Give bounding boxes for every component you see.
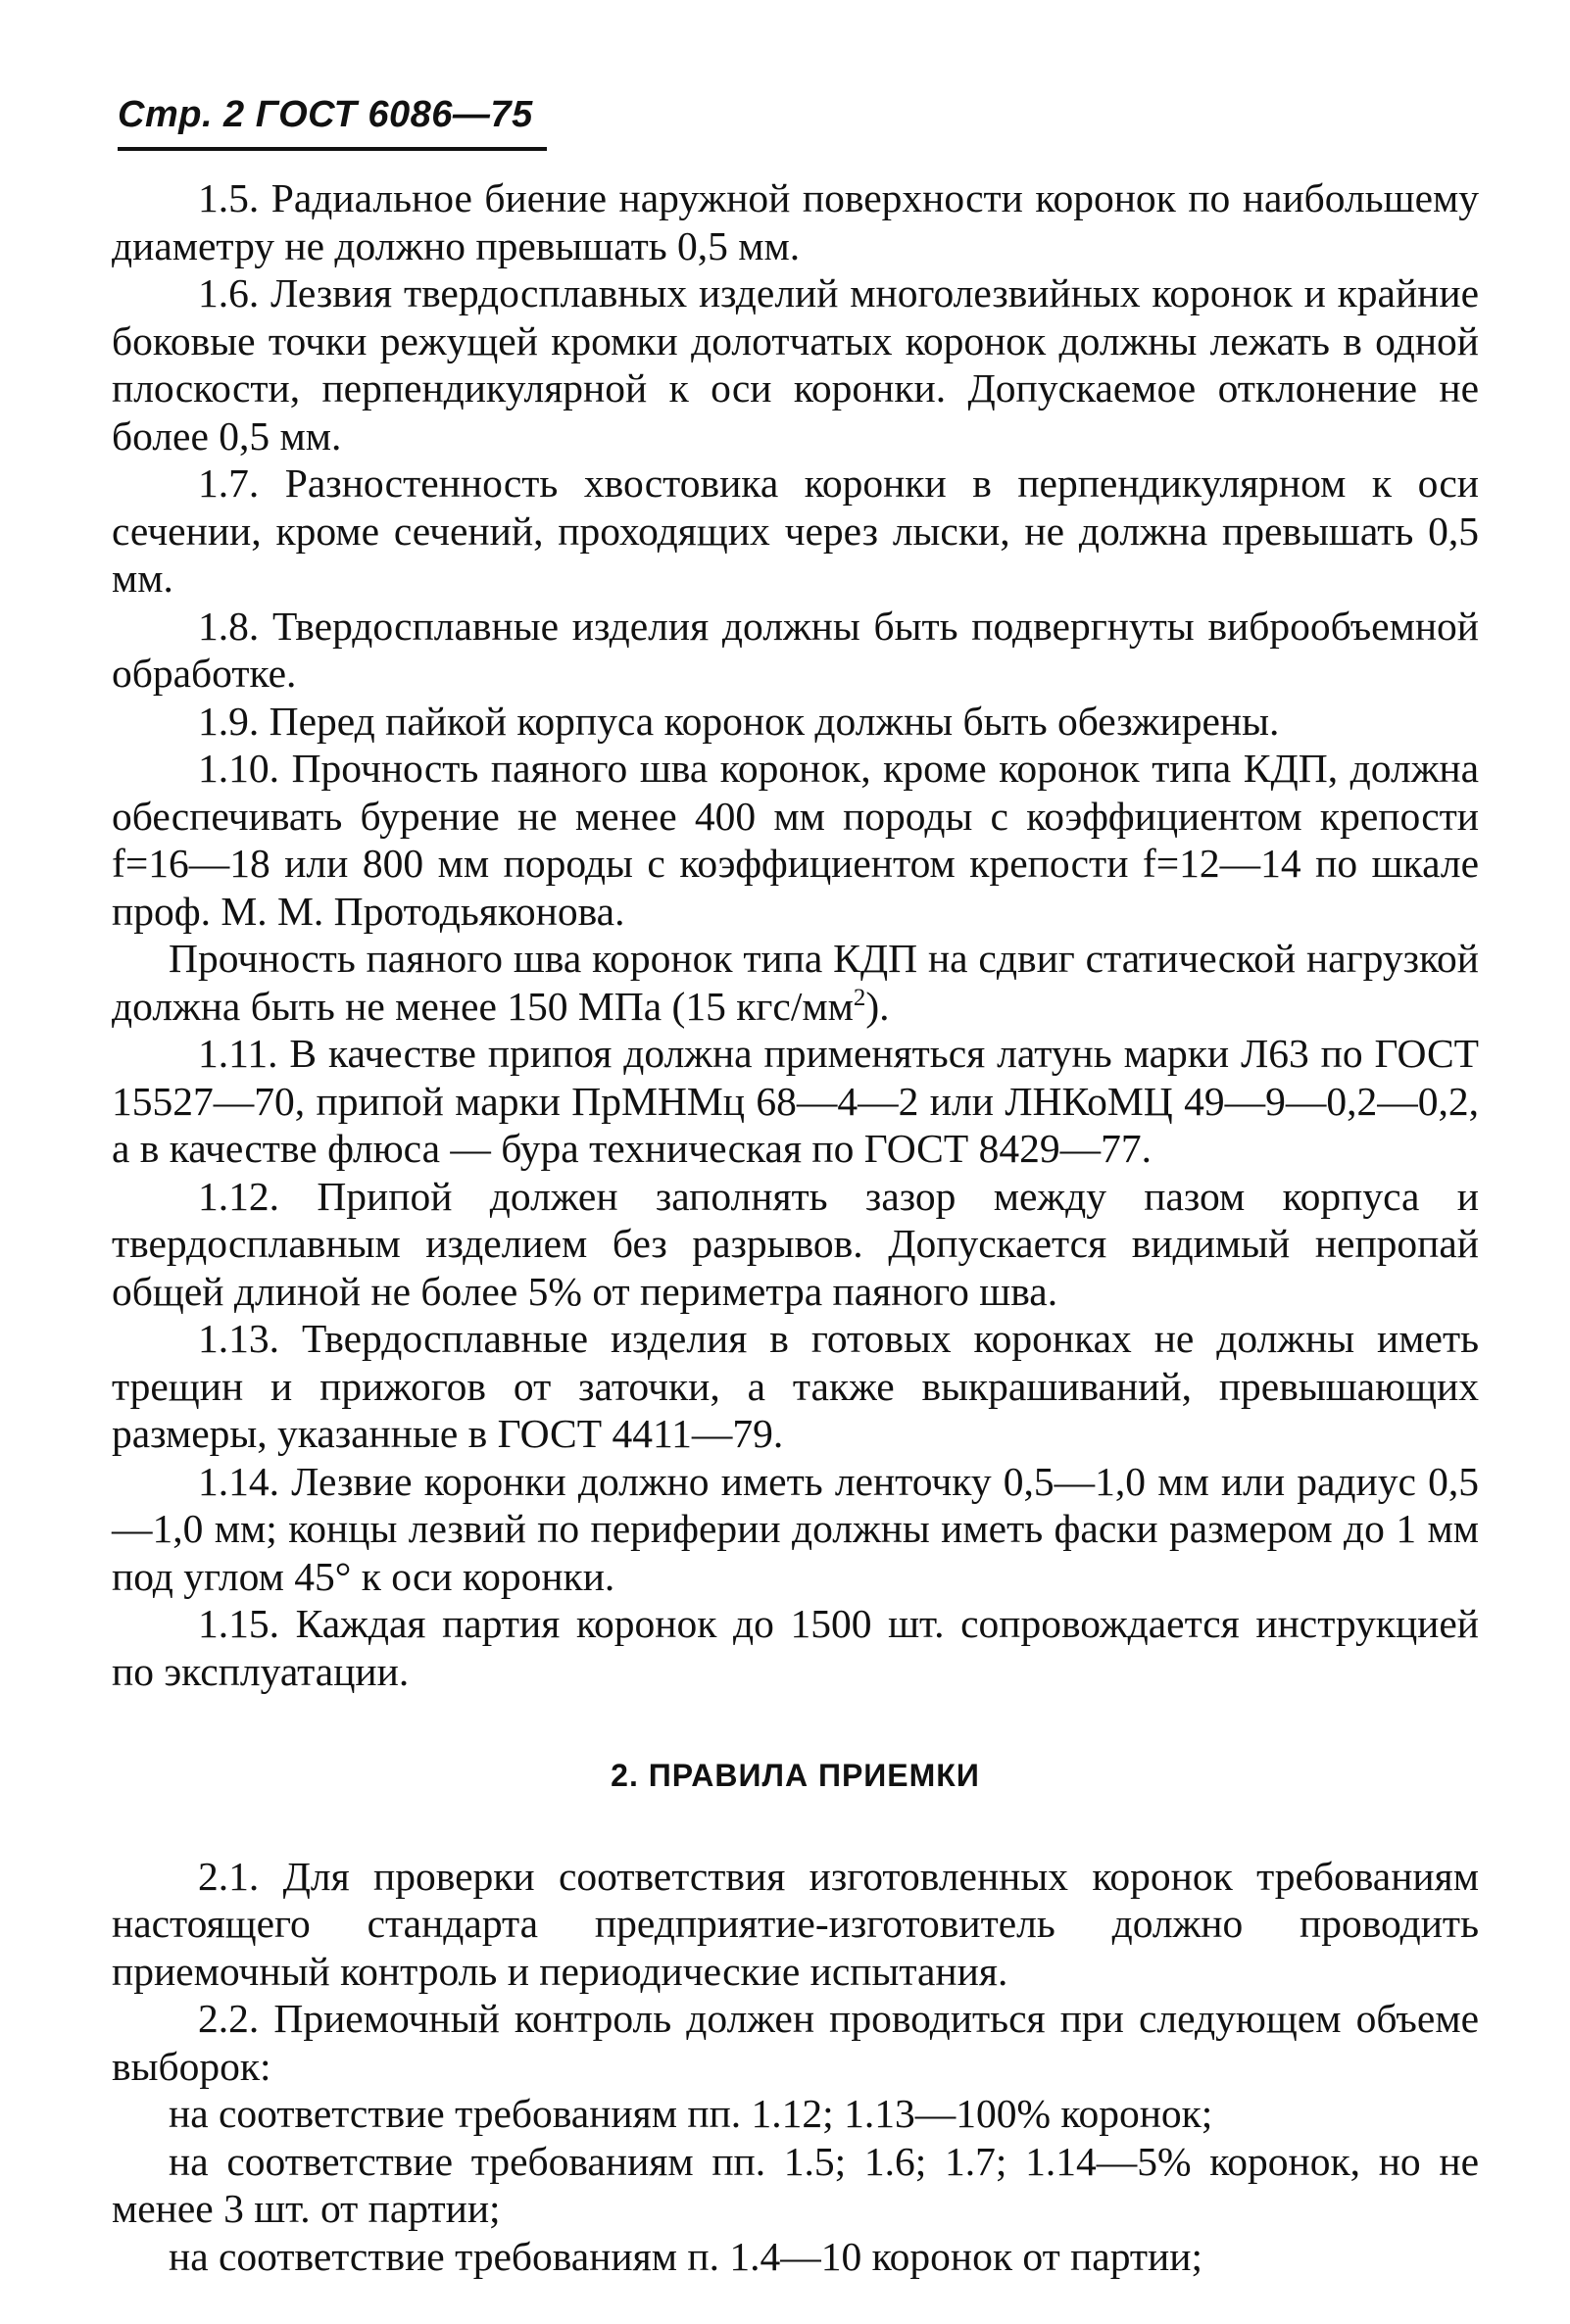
clause-text: Лезвие коронки должно иметь ленточку 0,5—1,0 мм или радиус 0,5—1,0 мм; концы лезвий по периферии должны иметь фаски размером до 1 мм под углом 45° к оси коронки. [112, 1458, 1479, 1599]
clause-number: 2.2. [198, 1996, 260, 2041]
clause-1-8 [112, 603, 1479, 698]
clause-number: 1.15. [198, 1601, 279, 1646]
clause-1-15 [112, 1600, 1479, 1695]
clause-1-11 [112, 1030, 1479, 1173]
section-title: 2. ПРАВИЛА ПРИЕМКИ [611, 1758, 980, 1793]
clause-1-12 [112, 1173, 1479, 1316]
clause-1-10-strength [112, 935, 1479, 1030]
clause-number: 1.14. [198, 1458, 279, 1504]
clause-text: Каждая партия коронок до 1500 шт. сопровождается инструкцией по эксплуатации. [112, 1601, 1480, 1694]
sample-item: на соответствие требованиям пп. 1.5; 1.6; 1.7; 1.14—5% коронок, но не менее 3 шт. от партии; [112, 2138, 1479, 2231]
clause-2-1 [112, 1853, 1479, 1996]
clause-text: Приемочный контроль должен проводиться при следующем объеме выборок: [112, 1996, 1479, 2089]
header-rule [118, 147, 547, 151]
clause-text: В качестве припоя должна применяться латунь марки Л63 по ГОСТ 15527—70, припой марки ПрМНМц 68—4—2 или ЛНКоМЦ 49—9—0,2—0,2, а в качестве флюса — бура техническая по ГОСТ 8429—77. [112, 1031, 1480, 1171]
page-header: Стр. 2 ГОСТ 6086—75 [118, 94, 533, 135]
clause-2-2 [112, 1995, 1479, 2090]
document-body [112, 174, 1479, 2280]
clause-1-7 [112, 460, 1479, 603]
clause-number: 1.8. [198, 603, 260, 649]
clause-text: Прочность паяного шва коронок, кроме коронок типа КДП, должна обеспечивать бурение не менее 400 мм породы с коэффициентом крепости f=16—18 или 800 мм породы с коэффициентом крепости f=12—14 по шкале проф. М. М. Протодьяконова. [112, 746, 1480, 934]
clause-number: 1.12. [198, 1173, 279, 1219]
clause-text-suffix: ). [865, 983, 890, 1029]
clause-text: Прочность паяного шва коронок типа КДП на сдвиг статической нагрузкой должна быть не менее 150 МПа (15 кгс/мм [112, 936, 1479, 1029]
clause-text: Твердосплавные изделия в готовых коронках не должны иметь трещин и прижогов от заточки, а также выкрашиваний, превышающих размеры, указанные в ГОСТ 4411—79. [112, 1316, 1480, 1456]
clause-text: Разностенность хвостовика коронки в перпендикулярном к оси сечении, кроме сечений, проходящих через лыски, не должна превышать 0,5 мм. [112, 460, 1480, 601]
clause-text: Припой должен заполнять зазор между пазом корпуса и твердосплавным изделием без разрывов. Допускается видимый непропай общей длиной не более 5% от периметра паяного шва. [112, 1173, 1479, 1314]
clause-1-14 [112, 1458, 1479, 1601]
sample-item: на соответствие требованиям пп. 1.12; 1.13—100% коронок; [169, 2091, 1213, 2136]
clause-number: 2.1. [198, 1853, 260, 1899]
clause-number: 1.13. [198, 1316, 279, 1361]
superscript: 2 [853, 984, 866, 1011]
clause-number: 1.11. [198, 1031, 278, 1076]
clause-1-10 [112, 745, 1479, 935]
clause-1-5 [112, 174, 1479, 269]
clause-1-6 [112, 269, 1479, 460]
clause-number: 1.6. [198, 270, 260, 315]
clause-text: Для проверки соответствия изготовленных коронок требованиям настоящего стандарта предприятие-изготовитель должно проводить приемочный контроль и периодические испытания. [112, 1853, 1479, 1994]
clause-text: Перед пайкой корпуса коронок должны быть обезжирены. [269, 698, 1280, 744]
clause-number: 1.5. [198, 175, 260, 220]
clause-number: 1.10. [198, 746, 279, 791]
clause-text: Твердосплавные изделия должны быть подвергнуты виброобъемной обработке. [112, 603, 1480, 696]
clause-text: Радиальное биение наружной поверхности коронок по наибольшему диаметру не должно превышать 0,5 мм. [112, 175, 1479, 268]
clause-text: Лезвия твердосплавных изделий многолезвийных коронок и крайние боковые точки режущей кромки долотчатых коронок должны лежать в одной плоскости, перпендикулярной к оси коронки. Допускаемое отклонение не более 0,5 мм. [112, 270, 1479, 459]
clause-number: 1.9. [198, 698, 260, 744]
clause-1-9 [112, 698, 1479, 746]
sample-item: на соответствие требованиям п. 1.4—10 коронок от партии; [169, 2233, 1203, 2279]
clause-1-13 [112, 1315, 1479, 1458]
clause-number: 1.7. [198, 460, 260, 506]
